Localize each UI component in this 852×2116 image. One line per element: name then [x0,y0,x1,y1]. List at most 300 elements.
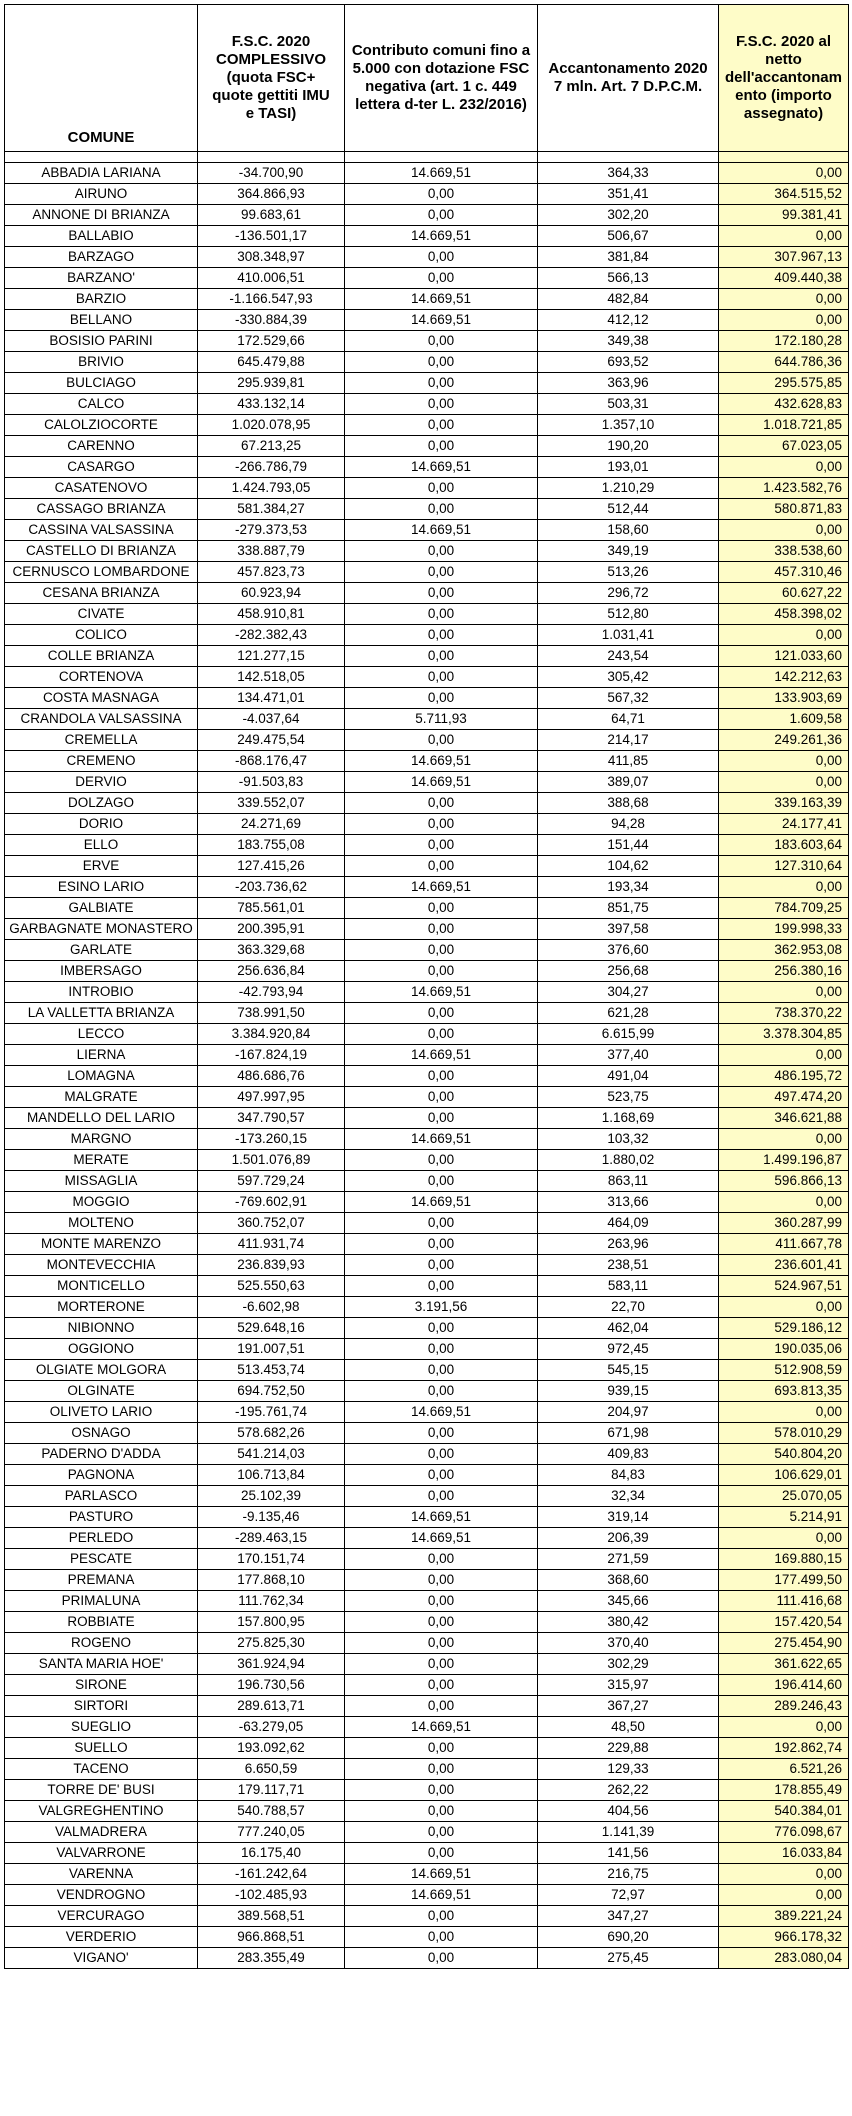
cell-comune: GARLATE [5,940,198,961]
cell-fsc-netto: 361.622,65 [719,1654,849,1675]
cell-fsc-complessivo: 1.424.793,05 [198,478,345,499]
table-row [5,373,849,394]
cell-fsc-complessivo: -266.786,79 [198,457,345,478]
cell-fsc-complessivo: 25.102,39 [198,1486,345,1507]
cell-accantonamento: 1.880,02 [538,1150,719,1171]
header-comune [5,5,198,152]
table-row [5,835,849,856]
header-line: 5.000 con dotazione FSC [352,60,530,77]
cell-contributo: 0,00 [345,1801,538,1822]
cell-fsc-complessivo: 1.501.076,89 [198,1150,345,1171]
table-row [5,268,849,289]
cell-accantonamento: 304,27 [538,982,719,1003]
cell-comune: BARZAGO [5,247,198,268]
cell-comune: BARZIO [5,289,198,310]
cell-contributo: 0,00 [345,1633,538,1654]
cell-comune: MORTERONE [5,1297,198,1318]
cell-accantonamento: 94,28 [538,814,719,835]
cell-fsc-complessivo: 411.931,74 [198,1234,345,1255]
cell-contributo: 0,00 [345,1486,538,1507]
cell-comune: PREMANA [5,1570,198,1591]
cell-comune: INTROBIO [5,982,198,1003]
cell-contributo: 0,00 [345,415,538,436]
cell-contributo: 0,00 [345,478,538,499]
cell-fsc-complessivo: 457.823,73 [198,562,345,583]
cell-fsc-complessivo: 338.887,79 [198,541,345,562]
cell-comune: LA VALLETTA BRIANZA [5,1003,198,1024]
cell-contributo: 0,00 [345,1948,538,1969]
cell-fsc-netto: 178.855,49 [719,1780,849,1801]
cell-fsc-complessivo: 777.240,05 [198,1822,345,1843]
cell-accantonamento: 363,96 [538,373,719,394]
table-row [5,1906,849,1927]
cell-comune: OLIVETO LARIO [5,1402,198,1423]
table-row [5,1423,849,1444]
cell-contributo: 14.669,51 [345,289,538,310]
table-row [5,205,849,226]
cell-accantonamento: 22,70 [538,1297,719,1318]
cell-contributo: 0,00 [345,1738,538,1759]
cell-fsc-netto: 580.871,83 [719,499,849,520]
cell-fsc-netto: 192.862,74 [719,1738,849,1759]
cell-fsc-netto: 275.454,90 [719,1633,849,1654]
cell-fsc-complessivo: 99.683,61 [198,205,345,226]
cell-contributo: 14.669,51 [345,751,538,772]
cell-fsc-complessivo: 193.092,62 [198,1738,345,1759]
table-row [5,1801,849,1822]
table-row [5,226,849,247]
cell-contributo: 0,00 [345,247,538,268]
cell-comune: MOGGIO [5,1192,198,1213]
cell-fsc-complessivo: -136.501,17 [198,226,345,247]
cell-fsc-netto: 183.603,64 [719,835,849,856]
cell-accantonamento: 229,88 [538,1738,719,1759]
cell-accantonamento: 302,29 [538,1654,719,1675]
cell-fsc-netto: 0,00 [719,751,849,772]
cell-accantonamento: 1.141,39 [538,1822,719,1843]
table-row [5,1108,849,1129]
header-line: Accantonamento 2020 [548,60,708,77]
table-row [5,1654,849,1675]
cell-accantonamento: 347,27 [538,1906,719,1927]
cell-comune: ANNONE DI BRIANZA [5,205,198,226]
cell-contributo: 0,00 [345,1150,538,1171]
cell-accantonamento: 367,27 [538,1696,719,1717]
table-row [5,856,849,877]
cell-accantonamento: 243,54 [538,646,719,667]
cell-fsc-complessivo: 363.329,68 [198,940,345,961]
cell-accantonamento: 238,51 [538,1255,719,1276]
cell-contributo: 0,00 [345,1759,538,1780]
cell-fsc-netto: 196.414,60 [719,1675,849,1696]
table-row [5,1381,849,1402]
spacer-cell [719,152,849,163]
cell-comune: MOLTENO [5,1213,198,1234]
cell-contributo: 14.669,51 [345,1045,538,1066]
cell-fsc-netto: 497.474,20 [719,1087,849,1108]
table-row [5,1927,849,1948]
cell-fsc-netto: 0,00 [719,1192,849,1213]
cell-accantonamento: 506,67 [538,226,719,247]
cell-accantonamento: 370,40 [538,1633,719,1654]
cell-comune: CARENNO [5,436,198,457]
cell-fsc-netto: 106.629,01 [719,1465,849,1486]
cell-contributo: 14.669,51 [345,1717,538,1738]
cell-comune: ROGENO [5,1633,198,1654]
cell-fsc-complessivo: 540.788,57 [198,1801,345,1822]
cell-accantonamento: 671,98 [538,1423,719,1444]
cell-fsc-complessivo: 581.384,27 [198,499,345,520]
cell-contributo: 0,00 [345,1339,538,1360]
header-line: ento (importo [735,87,832,104]
cell-comune: PERLEDO [5,1528,198,1549]
header-line: COMPLESSIVO [215,51,327,68]
cell-contributo: 14.669,51 [345,982,538,1003]
cell-fsc-complessivo: 170.151,74 [198,1549,345,1570]
cell-accantonamento: 464,09 [538,1213,719,1234]
table-row [5,1717,849,1738]
cell-fsc-complessivo: 111.762,34 [198,1591,345,1612]
cell-accantonamento: 512,44 [538,499,719,520]
cell-fsc-netto: 190.035,06 [719,1339,849,1360]
cell-accantonamento: 693,52 [538,352,719,373]
cell-comune: LOMAGNA [5,1066,198,1087]
table-row [5,1507,849,1528]
spacer-cell [5,152,198,163]
cell-contributo: 14.669,51 [345,520,538,541]
cell-contributo: 14.669,51 [345,1192,538,1213]
cell-fsc-netto: 644.786,36 [719,352,849,373]
table-row [5,1003,849,1024]
table-row [5,310,849,331]
table-row [5,1759,849,1780]
cell-fsc-netto: 121.033,60 [719,646,849,667]
cell-contributo: 0,00 [345,1234,538,1255]
cell-contributo: 0,00 [345,667,538,688]
cell-contributo: 0,00 [345,1213,538,1234]
cell-contributo: 0,00 [345,205,538,226]
cell-comune: NIBIONNO [5,1318,198,1339]
cell-accantonamento: 256,68 [538,961,719,982]
cell-fsc-complessivo: -63.279,05 [198,1717,345,1738]
table-body [5,152,849,1969]
cell-contributo: 0,00 [345,373,538,394]
cell-accantonamento: 141,56 [538,1843,719,1864]
spacer-cell [345,152,538,163]
cell-accantonamento: 972,45 [538,1339,719,1360]
table-row [5,1318,849,1339]
cell-comune: PRIMALUNA [5,1591,198,1612]
cell-contributo: 0,00 [345,1675,538,1696]
cell-accantonamento: 296,72 [538,583,719,604]
cell-fsc-netto: 111.416,68 [719,1591,849,1612]
cell-fsc-netto: 16.033,84 [719,1843,849,1864]
cell-contributo: 0,00 [345,961,538,982]
cell-accantonamento: 204,97 [538,1402,719,1423]
cell-fsc-complessivo: -769.602,91 [198,1192,345,1213]
cell-fsc-complessivo: 67.213,25 [198,436,345,457]
cell-contributo: 0,00 [345,835,538,856]
table-row [5,940,849,961]
cell-accantonamento: 349,38 [538,331,719,352]
cell-comune: ERVE [5,856,198,877]
table-row [5,1948,849,1969]
header-line: e TASI) [245,105,297,122]
cell-contributo: 0,00 [345,394,538,415]
cell-fsc-complessivo: -289.463,15 [198,1528,345,1549]
table-row [5,709,849,730]
cell-accantonamento: 313,66 [538,1192,719,1213]
cell-contributo: 0,00 [345,1087,538,1108]
cell-accantonamento: 491,04 [538,1066,719,1087]
cell-accantonamento: 567,32 [538,688,719,709]
cell-accantonamento: 376,60 [538,940,719,961]
cell-accantonamento: 1.168,69 [538,1108,719,1129]
cell-comune: TACENO [5,1759,198,1780]
cell-comune: PADERNO D'ADDA [5,1444,198,1465]
cell-contributo: 14.669,51 [345,1885,538,1906]
cell-contributo: 0,00 [345,793,538,814]
spacer-cell [538,152,719,163]
cell-fsc-netto: 142.212,63 [719,667,849,688]
cell-contributo: 0,00 [345,1423,538,1444]
cell-fsc-netto: 127.310,64 [719,856,849,877]
cell-contributo: 14.669,51 [345,1507,538,1528]
cell-fsc-complessivo: 1.020.078,95 [198,415,345,436]
cell-accantonamento: 690,20 [538,1927,719,1948]
cell-comune: MALGRATE [5,1087,198,1108]
cell-fsc-complessivo: 177.868,10 [198,1570,345,1591]
table-row [5,919,849,940]
cell-fsc-netto: 529.186,12 [719,1318,849,1339]
cell-contributo: 0,00 [345,604,538,625]
cell-comune: MARGNO [5,1129,198,1150]
cell-fsc-netto: 24.177,41 [719,814,849,835]
table-row [5,1885,849,1906]
cell-comune: ROBBIATE [5,1612,198,1633]
cell-accantonamento: 545,15 [538,1360,719,1381]
cell-comune: COLICO [5,625,198,646]
cell-contributo: 14.669,51 [345,772,538,793]
cell-fsc-netto: 411.667,78 [719,1234,849,1255]
cell-contributo: 3.191,56 [345,1297,538,1318]
cell-comune: SIRTORI [5,1696,198,1717]
table-row [5,1276,849,1297]
table-row [5,184,849,205]
cell-comune: CALCO [5,394,198,415]
cell-accantonamento: 377,40 [538,1045,719,1066]
cell-accantonamento: 939,15 [538,1381,719,1402]
cell-contributo: 5.711,93 [345,709,538,730]
cell-fsc-netto: 0,00 [719,625,849,646]
cell-comune: BELLANO [5,310,198,331]
cell-comune: MONTEVECCHIA [5,1255,198,1276]
table-header [5,5,849,152]
cell-fsc-netto: 283.080,04 [719,1948,849,1969]
cell-fsc-complessivo: -868.176,47 [198,751,345,772]
cell-comune: BARZANO' [5,268,198,289]
cell-accantonamento: 351,41 [538,184,719,205]
cell-fsc-complessivo: 785.561,01 [198,898,345,919]
cell-comune: CREMENO [5,751,198,772]
cell-comune: CASSINA VALSASSINA [5,520,198,541]
cell-accantonamento: 271,59 [538,1549,719,1570]
cell-contributo: 0,00 [345,1360,538,1381]
cell-contributo: 0,00 [345,1171,538,1192]
cell-accantonamento: 263,96 [538,1234,719,1255]
table-row [5,1045,849,1066]
cell-comune: SIRONE [5,1675,198,1696]
cell-fsc-complessivo: 497.997,95 [198,1087,345,1108]
cell-fsc-complessivo: 183.755,08 [198,835,345,856]
cell-comune: CASATENOVO [5,478,198,499]
cell-fsc-complessivo: 360.752,07 [198,1213,345,1234]
cell-fsc-complessivo: 200.395,91 [198,919,345,940]
cell-fsc-netto: 364.515,52 [719,184,849,205]
cell-accantonamento: 411,85 [538,751,719,772]
cell-contributo: 14.669,51 [345,1402,538,1423]
cell-comune: DERVIO [5,772,198,793]
cell-accantonamento: 863,11 [538,1171,719,1192]
cell-fsc-netto: 362.953,08 [719,940,849,961]
cell-fsc-complessivo: 347.790,57 [198,1108,345,1129]
cell-comune: MERATE [5,1150,198,1171]
cell-contributo: 0,00 [345,499,538,520]
cell-fsc-netto: 784.709,25 [719,898,849,919]
cell-fsc-netto: 0,00 [719,289,849,310]
header-line: F.S.C. 2020 [231,33,311,50]
cell-fsc-netto: 99.381,41 [719,205,849,226]
cell-comune: ABBADIA LARIANA [5,163,198,184]
cell-fsc-complessivo: 597.729,24 [198,1171,345,1192]
cell-accantonamento: 319,14 [538,1507,719,1528]
cell-comune: GARBAGNATE MONASTERO [5,919,198,940]
cell-comune: DORIO [5,814,198,835]
table-row [5,478,849,499]
cell-fsc-complessivo: 256.636,84 [198,961,345,982]
table-row [5,1780,849,1801]
table-row [5,898,849,919]
cell-fsc-complessivo: 157.800,95 [198,1612,345,1633]
cell-fsc-netto: 1.423.582,76 [719,478,849,499]
cell-fsc-complessivo: -4.037,64 [198,709,345,730]
cell-contributo: 0,00 [345,1549,538,1570]
header-line: quote gettiti IMU [212,87,330,104]
cell-fsc-complessivo: 121.277,15 [198,646,345,667]
cell-fsc-complessivo: 694.752,50 [198,1381,345,1402]
cell-fsc-complessivo: 196.730,56 [198,1675,345,1696]
cell-contributo: 14.669,51 [345,877,538,898]
cell-comune: VALMADRERA [5,1822,198,1843]
table-row [5,1360,849,1381]
cell-accantonamento: 103,32 [538,1129,719,1150]
cell-fsc-complessivo: 6.650,59 [198,1759,345,1780]
cell-contributo: 0,00 [345,1465,538,1486]
cell-fsc-complessivo: 410.006,51 [198,268,345,289]
cell-contributo: 0,00 [345,352,538,373]
cell-accantonamento: 193,01 [538,457,719,478]
table-row [5,1486,849,1507]
cell-fsc-netto: 738.370,22 [719,1003,849,1024]
cell-accantonamento: 621,28 [538,1003,719,1024]
cell-accantonamento: 482,84 [538,289,719,310]
cell-fsc-netto: 457.310,46 [719,562,849,583]
cell-accantonamento: 305,42 [538,667,719,688]
cell-fsc-netto: 0,00 [719,310,849,331]
cell-comune: MISSAGLIA [5,1171,198,1192]
cell-accantonamento: 275,45 [538,1948,719,1969]
cell-accantonamento: 151,44 [538,835,719,856]
table-row [5,688,849,709]
cell-contributo: 0,00 [345,898,538,919]
cell-contributo: 0,00 [345,730,538,751]
cell-fsc-netto: 0,00 [719,1045,849,1066]
cell-contributo: 14.669,51 [345,310,538,331]
cell-fsc-netto: 693.813,35 [719,1381,849,1402]
table-row [5,1255,849,1276]
table-row [5,1066,849,1087]
table-row [5,982,849,1003]
table-row [5,394,849,415]
table-row [5,625,849,646]
table-row [5,604,849,625]
table-row [5,541,849,562]
cell-fsc-netto: 67.023,05 [719,436,849,457]
cell-fsc-netto: 295.575,85 [719,373,849,394]
cell-comune: COSTA MASNAGA [5,688,198,709]
header-accantonamento [538,5,719,152]
cell-accantonamento: 206,39 [538,1528,719,1549]
cell-fsc-complessivo: -34.700,90 [198,163,345,184]
table-row [5,1612,849,1633]
cell-accantonamento: 380,42 [538,1612,719,1633]
cell-contributo: 0,00 [345,1927,538,1948]
cell-comune: PARLASCO [5,1486,198,1507]
cell-comune: VALGREGHENTINO [5,1801,198,1822]
cell-fsc-netto: 409.440,38 [719,268,849,289]
cell-fsc-complessivo: 106.713,84 [198,1465,345,1486]
cell-fsc-complessivo: -203.736,62 [198,877,345,898]
cell-fsc-complessivo: 142.518,05 [198,667,345,688]
cell-comune: ELLO [5,835,198,856]
fsc-table [4,4,849,1969]
cell-accantonamento: 566,13 [538,268,719,289]
cell-comune: VERDERIO [5,1927,198,1948]
cell-fsc-complessivo: -9.135,46 [198,1507,345,1528]
cell-fsc-netto: 0,00 [719,982,849,1003]
cell-comune: PAGNONA [5,1465,198,1486]
header-line: assegnato) [743,105,824,122]
table-row [5,1465,849,1486]
cell-contributo: 0,00 [345,1003,538,1024]
cell-fsc-complessivo: 486.686,76 [198,1066,345,1087]
cell-comune: ESINO LARIO [5,877,198,898]
cell-fsc-complessivo: 172.529,66 [198,331,345,352]
cell-comune: TORRE DE' BUSI [5,1780,198,1801]
table-row [5,1864,849,1885]
table-row [5,1570,849,1591]
table-row [5,1024,849,1045]
header-line: Contributo comuni fino a [351,42,531,59]
cell-comune: CERNUSCO LOMBARDONE [5,562,198,583]
cell-contributo: 0,00 [345,919,538,940]
cell-comune: OLGINATE [5,1381,198,1402]
table-row [5,562,849,583]
cell-comune: CASSAGO BRIANZA [5,499,198,520]
cell-fsc-netto: 966.178,32 [719,1927,849,1948]
cell-fsc-netto: 256.380,16 [719,961,849,982]
header-comune-label: COMUNE [67,129,135,146]
